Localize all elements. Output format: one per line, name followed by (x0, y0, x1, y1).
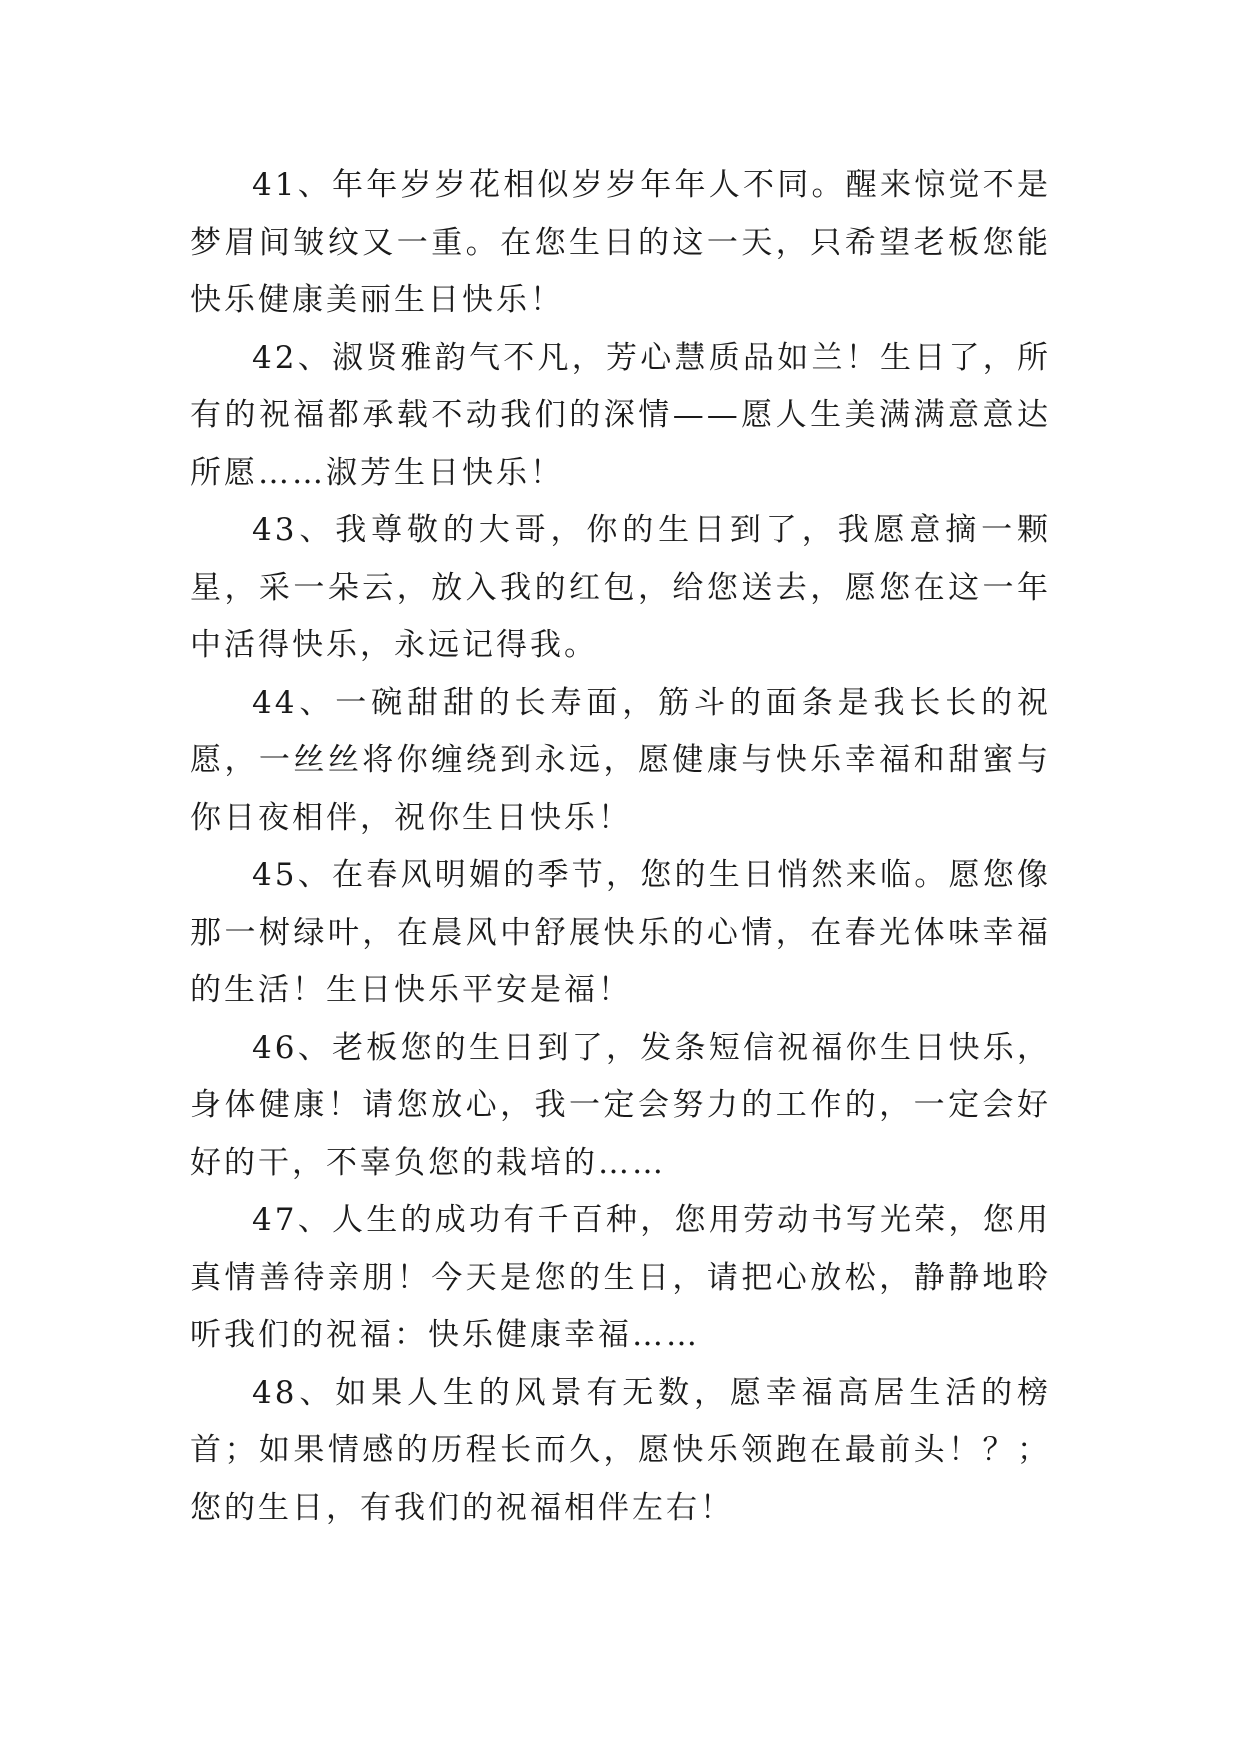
paragraph-44: 44、一碗甜甜的长寿面，筋斗的面条是我长长的祝愿，一丝丝将你缠绕到永远，愿健康与快乐幸福和甜蜜与你日夜相伴，祝你生日快乐！ (190, 684, 1051, 836)
paragraph-43: 43、我尊敬的大哥，你的生日到了，我愿意摘一颗星，采一朵云，放入我的红包，给您送去，愿您在这一年中活得快乐，永远记得我。 (190, 512, 1051, 663)
paragraph-41: 41、年年岁岁花相似岁岁年年人不同。醒来惊觉不是梦眉间皱纹又一重。在您生日的这一天，只希望老板您能快乐健康美丽生日快乐！ (190, 167, 1051, 318)
paragraph-46: 46、老板您的生日到了，发条短信祝福你生日快乐，身体健康！请您放心，我一定会努力的工作的，一定会好好的干，不辜负您的栽培的…… (190, 1029, 1051, 1181)
paragraph-47: 47、人生的成功有千百种，您用劳动书写光荣，您用真情善待亲朋！今天是您的生日，请把心放松，静静地聆听我们的祝福：快乐健康幸福…… (190, 1202, 1051, 1353)
paragraph-42: 42、淑贤雅韵气不凡，芳心慧质品如兰！生日了，所有的祝福都承载不动我们的深情——愿人生美满满意意达所愿……淑芳生日快乐！ (190, 339, 1051, 491)
paragraph-45: 45、在春风明媚的季节，您的生日悄然来临。愿您像那一树绿叶，在晨风中舒展快乐的心情，在春光体味幸福的生活！生日快乐平安是福！ (190, 857, 1051, 1008)
document-body (190, 157, 1051, 1537)
paragraph-48: 48、如果人生的风景有无数，愿幸福高居生活的榜首；如果情感的历程长而久，愿快乐领跑在最前头！？；您的生日，有我们的祝福相伴左右！ (190, 1374, 1051, 1526)
